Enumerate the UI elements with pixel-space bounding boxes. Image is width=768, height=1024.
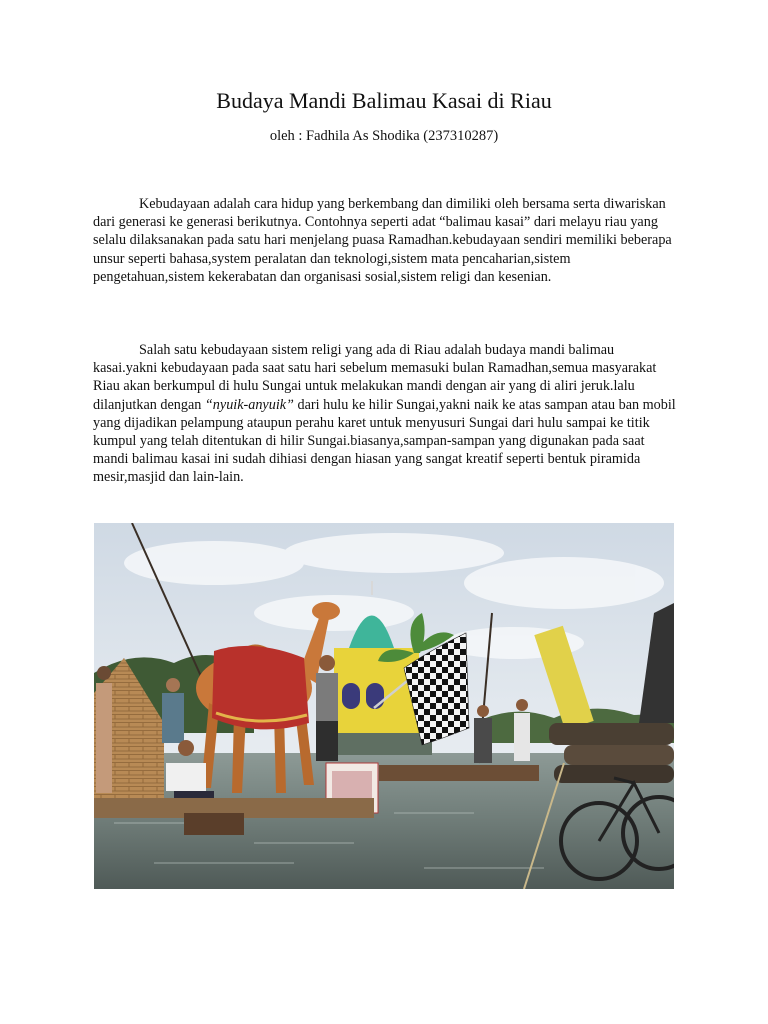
festival-photo-illustration xyxy=(94,523,674,889)
festival-photo xyxy=(94,523,674,889)
page-title: Budaya Mandi Balimau Kasai di Riau xyxy=(216,88,552,113)
paragraph-2-text-start: Salah satu kebudayaan sistem religi yang ada di Riau adalah budaya mandi balimau kasai.yakni kebudayaan pada saat satu hari sebelum memasuki bulan Ramadhan,semua masyarakat Riau akan berkumpul di hulu Sungai untuk melakukan mandi dengan air yang di aliri jeruk.lalu dilanjutkan dengan xyxy=(93,342,657,413)
author-line: oleh : Fadhila As Shodika (237310287) xyxy=(269,128,499,144)
paragraph-2-text-end: dari hulu ke hilir Sungai,yakni naik ke atas sampan atau ban mobil yang dijadikan pelampung ataupun perahu karet untuk menyusuri Sungai dari hulu sampai ke titik kumpul yang telah ditentukan di hilir Sungai.biasanya,sampan-sampan yang digunakan pada saat mandi balimau kasai ini sudah dihiasi dengan hiasan yang sangat kreatif seperti bentuk piramida mesir,masjid dan lain-lain. xyxy=(93,396,676,486)
paragraph-1: Kebudayaan adalah cara hidup yang berkembang dan dimiliki oleh bersama serta diwariskan dari generasi ke generasi berikutnya. Contohnya seperti adat “balimau kasai” dari melayu riau yang selalu dilaksanakan pada satu hari menjelang puasa Ramadhan.kebudayaan sendiri memiliki beberapa unsur seperti bahasa,system peralatan dan teknologi,sistem mata pencaharian,sistem pengetahuan,sistem kekerabatan dan organisasi sosial,sistem religi dan kesenian. xyxy=(93,196,672,285)
paragraph-2-italic-term: “nyuik-anyuik” xyxy=(204,396,294,413)
paragraph-2 xyxy=(93,341,677,487)
